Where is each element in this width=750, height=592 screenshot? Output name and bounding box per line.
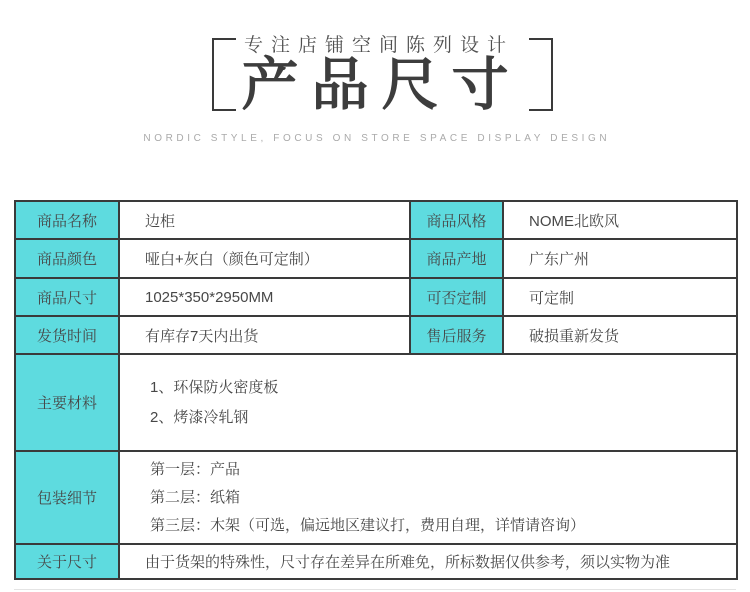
label-product-style: 商品风格 [410,201,503,239]
value-after-sales: 破损重新发货 [503,316,737,354]
value-packaging-details [119,451,737,544]
packaging-line: 第二层：纸箱 [150,488,241,506]
table-row [15,201,737,239]
label-main-materials: 主要材料 [15,354,119,451]
header-subtitle-english: NORDIC STYLE, FOCUS ON STORE SPACE DISPLAY DESIGN [143,133,611,144]
table-row [15,239,737,278]
label-packaging-details: 包装细节 [15,451,119,544]
label-customizable: 可否定制 [410,278,503,316]
value-product-name: 边柜 [119,201,410,239]
value-product-origin: 广东广州 [503,239,737,278]
value-about-size: 由于货架的特殊性，尺寸存在差异在所难免，所标数据仅供参考，须以实物为准 [119,544,737,579]
label-shipping-time: 发货时间 [15,316,119,354]
value-product-style: NOME北欧风 [503,201,737,239]
product-spec-table [14,200,738,580]
value-product-size: 1025*350*2950MM [119,278,410,316]
label-product-origin: 商品产地 [410,239,503,278]
value-main-materials [119,354,737,451]
label-product-name: 商品名称 [15,201,119,239]
packaging-line: 第三层：木架（可选，偏远地区建议打，费用自理，详情请咨询） [150,516,586,534]
value-product-color: 哑白+灰白（颜色可定制） [119,239,410,278]
table-row [15,316,737,354]
table-row [15,451,737,544]
value-customizable: 可定制 [503,278,737,316]
label-product-color: 商品颜色 [15,239,119,278]
bottom-divider [14,589,736,590]
page-title: 产品尺寸 [241,53,522,117]
material-line: 2、烤漆冷轧钢 [150,408,249,426]
label-product-size: 商品尺寸 [15,278,119,316]
label-after-sales: 售后服务 [410,316,503,354]
label-about-size: 关于尺寸 [15,544,119,579]
packaging-line: 第一层：产品 [150,460,241,478]
header-tagline: 专注店铺空间陈列设计 [243,35,514,56]
material-line: 1、环保防火密度板 [150,378,279,396]
table-row [15,354,737,451]
table-row [15,544,737,579]
page-header [0,0,750,160]
table-row [15,278,737,316]
value-shipping-time: 有库存7天内出货 [119,316,410,354]
